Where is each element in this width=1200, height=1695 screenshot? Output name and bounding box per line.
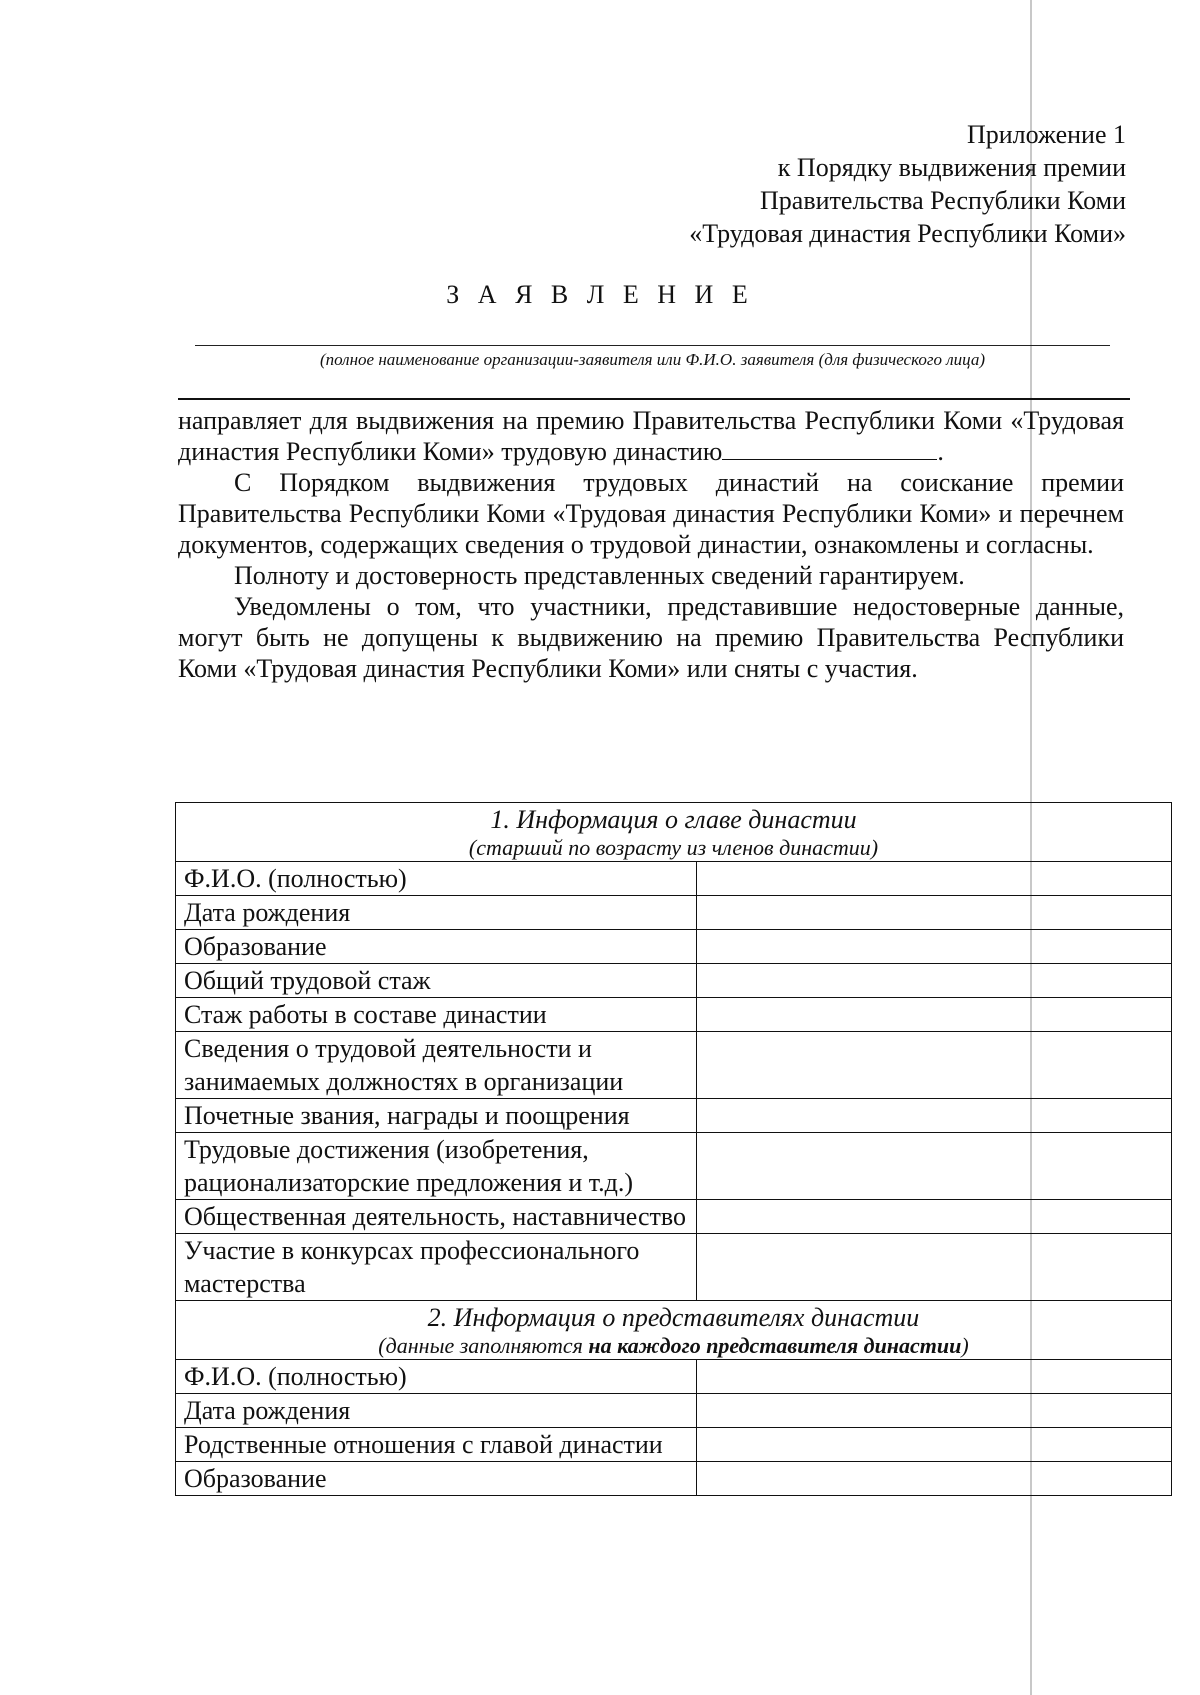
table-row bbox=[176, 1133, 1172, 1200]
row-label: Ф.И.О. (полностью) bbox=[176, 862, 697, 896]
row-label: Дата рождения bbox=[176, 1394, 697, 1428]
annex-line: «Трудовая династия Республики Коми» bbox=[689, 219, 1126, 248]
table-row bbox=[176, 1360, 1172, 1394]
dynasty-info-table bbox=[175, 802, 1172, 1496]
row-value-field[interactable] bbox=[697, 862, 1172, 896]
dynasty-name-field[interactable] bbox=[722, 437, 937, 460]
organization-name-field[interactable] bbox=[195, 345, 1110, 346]
annex-header bbox=[689, 118, 1126, 250]
section2-header bbox=[176, 1301, 1172, 1360]
row-value-field[interactable] bbox=[697, 998, 1172, 1032]
section-header-row bbox=[176, 803, 1172, 862]
table-row bbox=[176, 1032, 1172, 1099]
paragraph-nomination-text: направляет для выдвижения на премию Правительства Республики Коми «Трудовая династия Республики Коми» трудовую династию bbox=[178, 406, 1124, 466]
table-row bbox=[176, 964, 1172, 998]
row-label: Ф.И.О. (полностью) bbox=[176, 1360, 697, 1394]
annex-line: к Порядку выдвижения премии bbox=[777, 153, 1126, 182]
row-value-field[interactable] bbox=[697, 896, 1172, 930]
paragraph-end-dot: . bbox=[937, 437, 944, 466]
organization-name-caption: (полное наименование организации-заявителя или Ф.И.О. заявителя (для физического лица) bbox=[319, 350, 986, 369]
annex-line: Приложение 1 bbox=[966, 120, 1126, 149]
section1-title: 1. Информация о главе династии bbox=[490, 805, 857, 834]
row-value-field[interactable] bbox=[697, 1234, 1172, 1301]
row-label: Почетные звания, награды и поощрения bbox=[176, 1099, 697, 1133]
row-label: Общественная деятельность, наставничество bbox=[176, 1200, 697, 1234]
row-label: Родственные отношения с главой династии bbox=[176, 1428, 697, 1462]
row-label: Трудовые достижения (изобретения, рационализаторские предложения и т.д.) bbox=[176, 1133, 697, 1200]
section2-subtitle bbox=[184, 1333, 1163, 1359]
row-label: Дата рождения bbox=[176, 896, 697, 930]
row-value-field[interactable] bbox=[697, 1428, 1172, 1462]
paragraph-notice: Уведомлены о том, что участники, представившие недостоверные данные, могут быть не допущены к выдвижению на премию Правительства Республики Коми «Трудовая династия Республики Коми» или сняты с участия. bbox=[178, 592, 1124, 683]
row-value-field[interactable] bbox=[697, 1394, 1172, 1428]
paragraph-agreement: С Порядком выдвижения трудовых династий на соискание премии Правительства Республики Коми «Трудовая династия Республики Коми» и перечнем документов, содержащих сведения о трудовой династии, ознакомлены и согласны. bbox=[178, 468, 1124, 559]
section-header-row bbox=[176, 1301, 1172, 1360]
table-row bbox=[176, 1462, 1172, 1496]
paragraph-nomination bbox=[178, 405, 1124, 467]
row-label: Общий трудовой стаж bbox=[176, 964, 697, 998]
table-row bbox=[176, 1200, 1172, 1234]
section1-subtitle: (старший по возрасту из членов династии) bbox=[468, 835, 879, 860]
section1-header bbox=[176, 803, 1172, 862]
section2-subtitle-bold: на каждого представителя династии bbox=[588, 1333, 962, 1358]
organization-name-field-line2[interactable] bbox=[178, 398, 1130, 400]
row-value-field[interactable] bbox=[697, 1360, 1172, 1394]
table-row bbox=[176, 896, 1172, 930]
row-value-field[interactable] bbox=[697, 930, 1172, 964]
section2-subtitle-post: ) bbox=[961, 1333, 969, 1358]
table-row bbox=[176, 1394, 1172, 1428]
table-row bbox=[176, 930, 1172, 964]
table-row bbox=[176, 862, 1172, 896]
statement-body bbox=[178, 405, 1124, 684]
table-row bbox=[176, 1428, 1172, 1462]
row-label: Стаж работы в составе династии bbox=[176, 998, 697, 1032]
row-value-field[interactable] bbox=[697, 1462, 1172, 1496]
table-row bbox=[176, 1234, 1172, 1301]
row-label: Образование bbox=[176, 930, 697, 964]
table-row bbox=[176, 998, 1172, 1032]
row-value-field[interactable] bbox=[697, 1032, 1172, 1099]
section2-title: 2. Информация о представителях династии bbox=[427, 1303, 920, 1332]
row-label: Образование bbox=[176, 1462, 697, 1496]
row-value-field[interactable] bbox=[697, 964, 1172, 998]
table-row bbox=[176, 1099, 1172, 1133]
row-label: Сведения о трудовой деятельности и занимаемых должностях в организации bbox=[176, 1032, 697, 1099]
row-value-field[interactable] bbox=[697, 1133, 1172, 1200]
row-value-field[interactable] bbox=[697, 1099, 1172, 1133]
row-value-field[interactable] bbox=[697, 1200, 1172, 1234]
section2-subtitle-pre: (данные заполняются bbox=[378, 1333, 589, 1358]
annex-line: Правительства Республики Коми bbox=[760, 186, 1126, 215]
row-label: Участие в конкурсах профессионального мастерства bbox=[176, 1234, 697, 1301]
paragraph-guarantee: Полноту и достоверность представленных сведений гарантируем. bbox=[234, 561, 965, 590]
document-title: З А Я В Л Е Н И Е bbox=[446, 280, 754, 309]
